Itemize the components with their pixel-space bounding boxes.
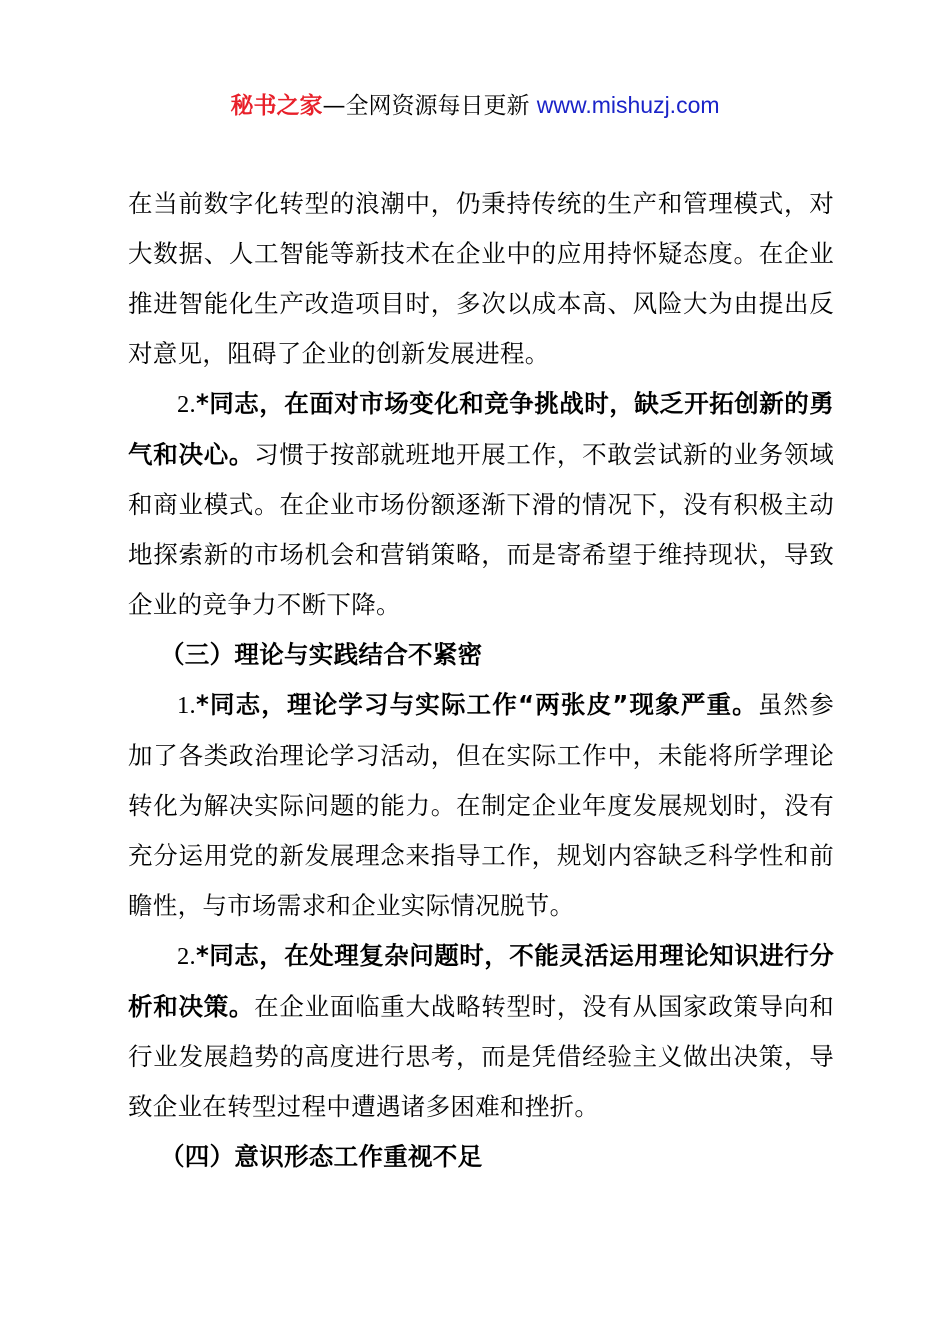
paragraph-item-2 [128,379,834,630]
section-heading-3: （三）理论与实践结合不紧密 [160,640,483,669]
brand-name: 秘书之家 [230,93,323,119]
item-body: 习惯于按部就班地开展工作，不敢尝试新的业务领域和商业模式。在企业市场份额逐渐下滑的情况下，没有积极主动地探索新的市场机会和营销策略，而是寄希望于维持现状，导致企业的竞争力不断下降。 [128,440,835,619]
item-body: 在企业面临重大战略转型时，没有从国家政策导向和行业发展趋势的高度进行思考，而是凭借经验主义做出决策，导致企业在转型过程中遭遇诸多困难和挫折。 [128,992,835,1121]
item-body: 虽然参加了各类政治理论学习活动，但在实际工作中，未能将所学理论转化为解决实际问题的能力。在制定企业年度发展规划时，没有充分运用党的新发展理念来指导工作，规划内容缺乏科学性和前瞻性，与市场需求和企业实际情况脱节。 [128,690,834,920]
paragraph-continued: 在当前数字化转型的浪潮中，仍秉持传统的生产和管理模式，对大数据、人工智能等新技术在企业中的应用持怀疑态度。在企业推进智能化生产改造项目时，多次以成本高、风险大为由提出反对意见，阻碍了企业的创新发展进程。 [128,189,834,368]
item-number: 2. [177,943,196,970]
item-lead-sentence: *同志，在处理复杂问题时，不能灵活运用理论知识进行分析和决策。 [128,941,834,1021]
site-url-link[interactable]: www.mishuzj.com [536,92,720,118]
section-heading-4: （四）意识形态工作重视不足 [160,1142,483,1171]
paragraph-item-2b [128,931,834,1132]
document-body [128,179,834,1182]
item-number: 1. [177,692,196,719]
page-header [0,90,950,121]
header-slogan: —全网资源每日更新 [322,93,537,119]
item-lead-sentence: *同志，在面对市场变化和竞争挑战时，缺乏开拓创新的勇气和决心。 [128,389,834,469]
paragraph-item-1 [128,680,834,931]
item-lead-sentence: *同志，理论学习与实际工作“两张皮”现象严重。 [195,690,758,719]
item-number: 2. [177,391,196,418]
